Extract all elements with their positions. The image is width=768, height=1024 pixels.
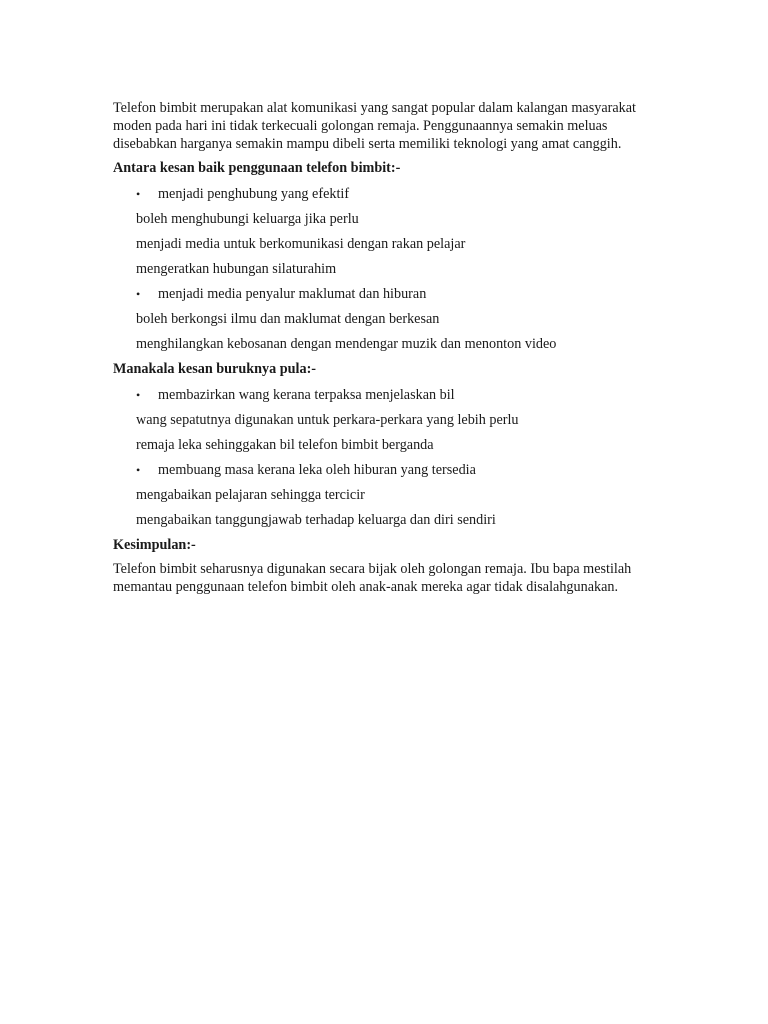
conclusion-heading: Kesimpulan:- — [113, 537, 196, 553]
bullet-icon: • — [136, 463, 141, 477]
list-item-text: membazirkan wang kerana terpaksa menjelaskan bil — [158, 387, 455, 403]
list-item-text: mengabaikan pelajaran sehingga tercicir — [136, 487, 365, 503]
list-item-text: boleh berkongsi ilmu dan maklumat dengan berkesan — [136, 311, 440, 327]
bad-effects-list — [113, 386, 653, 536]
list-item-text: mengeratkan hubungan silaturahim — [136, 261, 337, 277]
list-item-text: membuang masa kerana leka oleh hiburan yang tersedia — [158, 462, 476, 478]
list-item — [113, 310, 653, 335]
list-item — [113, 386, 653, 411]
list-item — [113, 511, 653, 536]
list-item — [113, 260, 653, 285]
list-item-text: wang sepatutnya digunakan untuk perkara-perkara yang lebih perlu — [136, 412, 519, 428]
list-item-text: menjadi media penyalur maklumat dan hiburan — [158, 286, 427, 302]
good-effects-heading: Antara kesan baik penggunaan telefon bimbit:- — [113, 160, 401, 176]
bad-effects-heading: Manakala kesan buruknya pula:- — [113, 361, 317, 377]
list-item — [113, 486, 653, 511]
list-item-text: menghilangkan kebosanan dengan mendengar muzik dan menonton video — [136, 336, 557, 352]
intro-paragraph: Telefon bimbit merupakan alat komunikasi yang sangat popular dalam kalangan masyarakat moden pada hari ini tidak terkecuali golongan remaja. Penggunaannya semakin meluas disebabkan harganya semakin mampu dibeli serta memiliki teknologi yang amat canggih. — [113, 100, 636, 152]
bullet-icon: • — [136, 287, 141, 301]
list-item — [113, 185, 653, 210]
list-item-text: boleh menghubungi keluarga jika perlu — [136, 211, 359, 227]
conclusion-paragraph: Telefon bimbit seharusnya digunakan secara bijak oleh golongan remaja. Ibu bapa mestilah memantau penggunaan telefon bimbit oleh anak-anak mereka agar tidak disalahgunakan. — [113, 561, 632, 595]
document-body — [113, 99, 653, 596]
list-item — [113, 285, 653, 310]
list-item-text: menjadi penghubung yang efektif — [158, 186, 350, 202]
list-item-text: menjadi media untuk berkomunikasi dengan rakan pelajar — [136, 236, 466, 252]
list-item — [113, 411, 653, 436]
bullet-icon: • — [136, 388, 141, 402]
list-item-text: remaja leka sehinggakan bil telefon bimbit berganda — [136, 437, 434, 453]
list-item — [113, 436, 653, 461]
list-item — [113, 235, 653, 260]
list-item — [113, 210, 653, 235]
good-effects-list — [113, 185, 653, 360]
list-item — [113, 461, 653, 486]
bullet-icon: • — [136, 187, 141, 201]
list-item-text: mengabaikan tanggungjawab terhadap keluarga dan diri sendiri — [136, 512, 496, 528]
list-item — [113, 335, 653, 360]
